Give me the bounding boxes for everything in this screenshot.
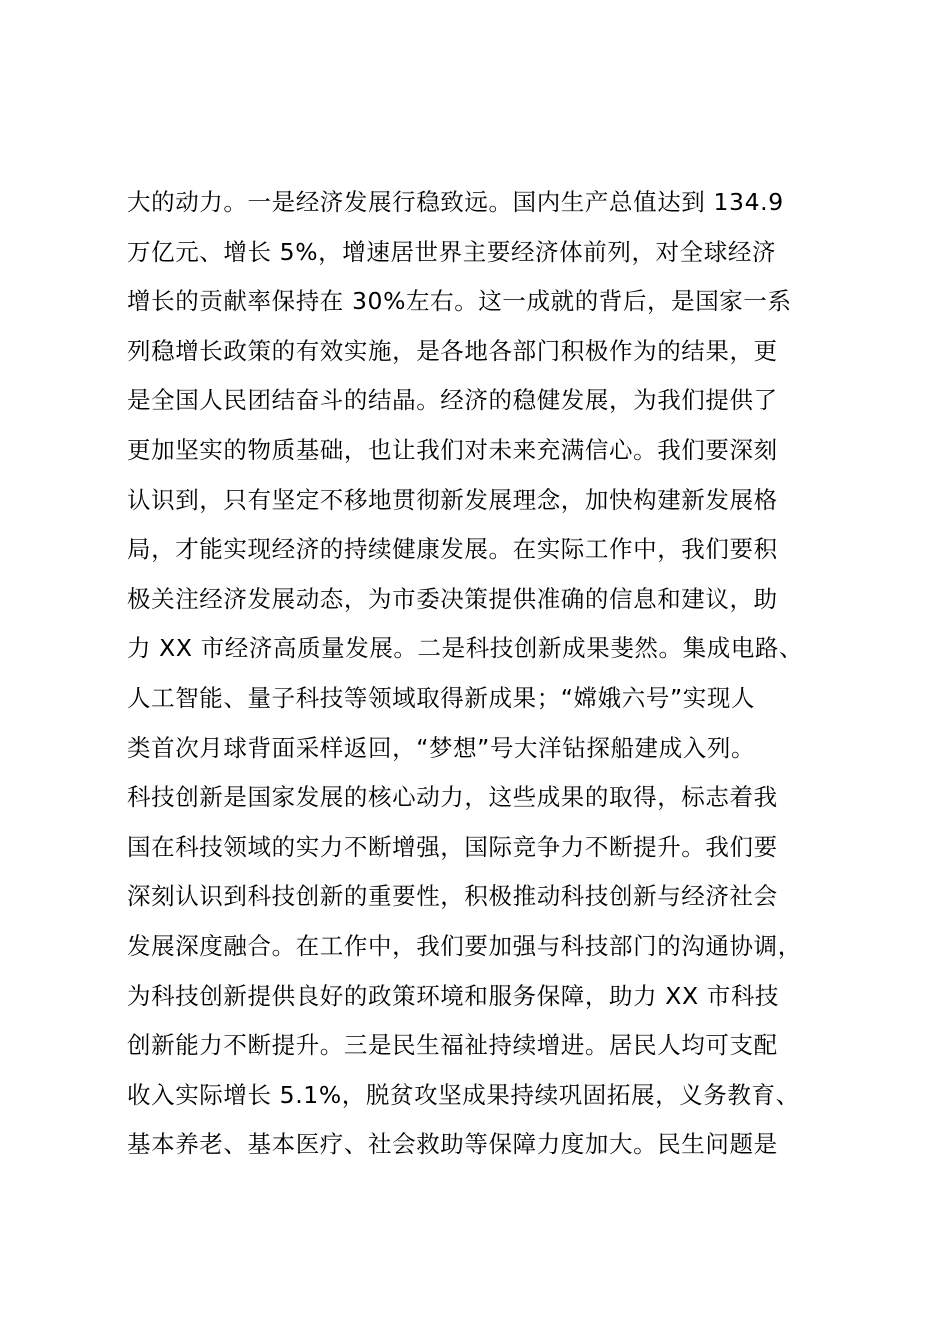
text-line: 是全国人民团结奋斗的结晶。经济的稳健发展，为我们提供了 (127, 386, 778, 415)
text-line: 力 XX 市经济高质量发展。二是科技创新成果斐然。集成电路、 (127, 634, 804, 663)
text-line: 收入实际增长 5.1%，脱贫攻坚成果持续巩固拓展，义务教育、 (127, 1080, 800, 1109)
text-line: 国在科技领域的实力不断增强，国际竞争力不断提升。我们要 (127, 832, 778, 861)
text-line: 认识到，只有坚定不移地贯彻新发展理念，加快构建新发展格 (127, 485, 778, 514)
text-line: 列稳增长政策的有效实施，是各地各部门积极作为的结果，更 (127, 336, 778, 365)
text-line: 极关注经济发展动态，为市委决策提供准确的信息和建议，助 (127, 584, 778, 613)
text-line: 创新能力不断提升。三是民生福祉持续增进。居民人均可支配 (127, 1031, 778, 1060)
text-line: 大的动力。一是经济发展行稳致远。国内生产总值达到 134.9 (127, 188, 784, 216)
text-line: 更加坚实的物质基础，也让我们对未来充满信心。我们要深刻 (127, 435, 778, 464)
text-line: 基本养老、基本医疗、社会救助等保障力度加大。民生问题是 (127, 1130, 778, 1159)
text-line: 局，才能实现经济的持续健康发展。在实际工作中，我们要积 (127, 535, 778, 564)
text-line: 为科技创新提供良好的政策环境和服务保障，助力 XX 市科技 (127, 981, 780, 1010)
body-paragraph (127, 178, 847, 1170)
text-line: 增长的贡献率保持在 30%左右。这一成就的背后，是国家一系 (127, 287, 792, 316)
text-line: 万亿元、增长 5%，增速居世界主要经济体前列，对全球经济 (127, 237, 777, 266)
text-line: 科技创新是国家发展的核心动力，这些成果的取得，标志着我 (127, 783, 778, 812)
text-line: 深刻认识到科技创新的重要性，积极推动科技创新与经济社会 (127, 882, 778, 911)
text-line: 人工智能、量子科技等领域取得新成果；“嫦娥六号”实现人 (127, 683, 756, 712)
text-line: 发展深度融合。在工作中，我们要加强与科技部门的沟通协调， (127, 931, 802, 960)
text-line: 类首次月球背面采样返回，“梦想”号大洋钻探船建成入列。 (127, 733, 756, 762)
